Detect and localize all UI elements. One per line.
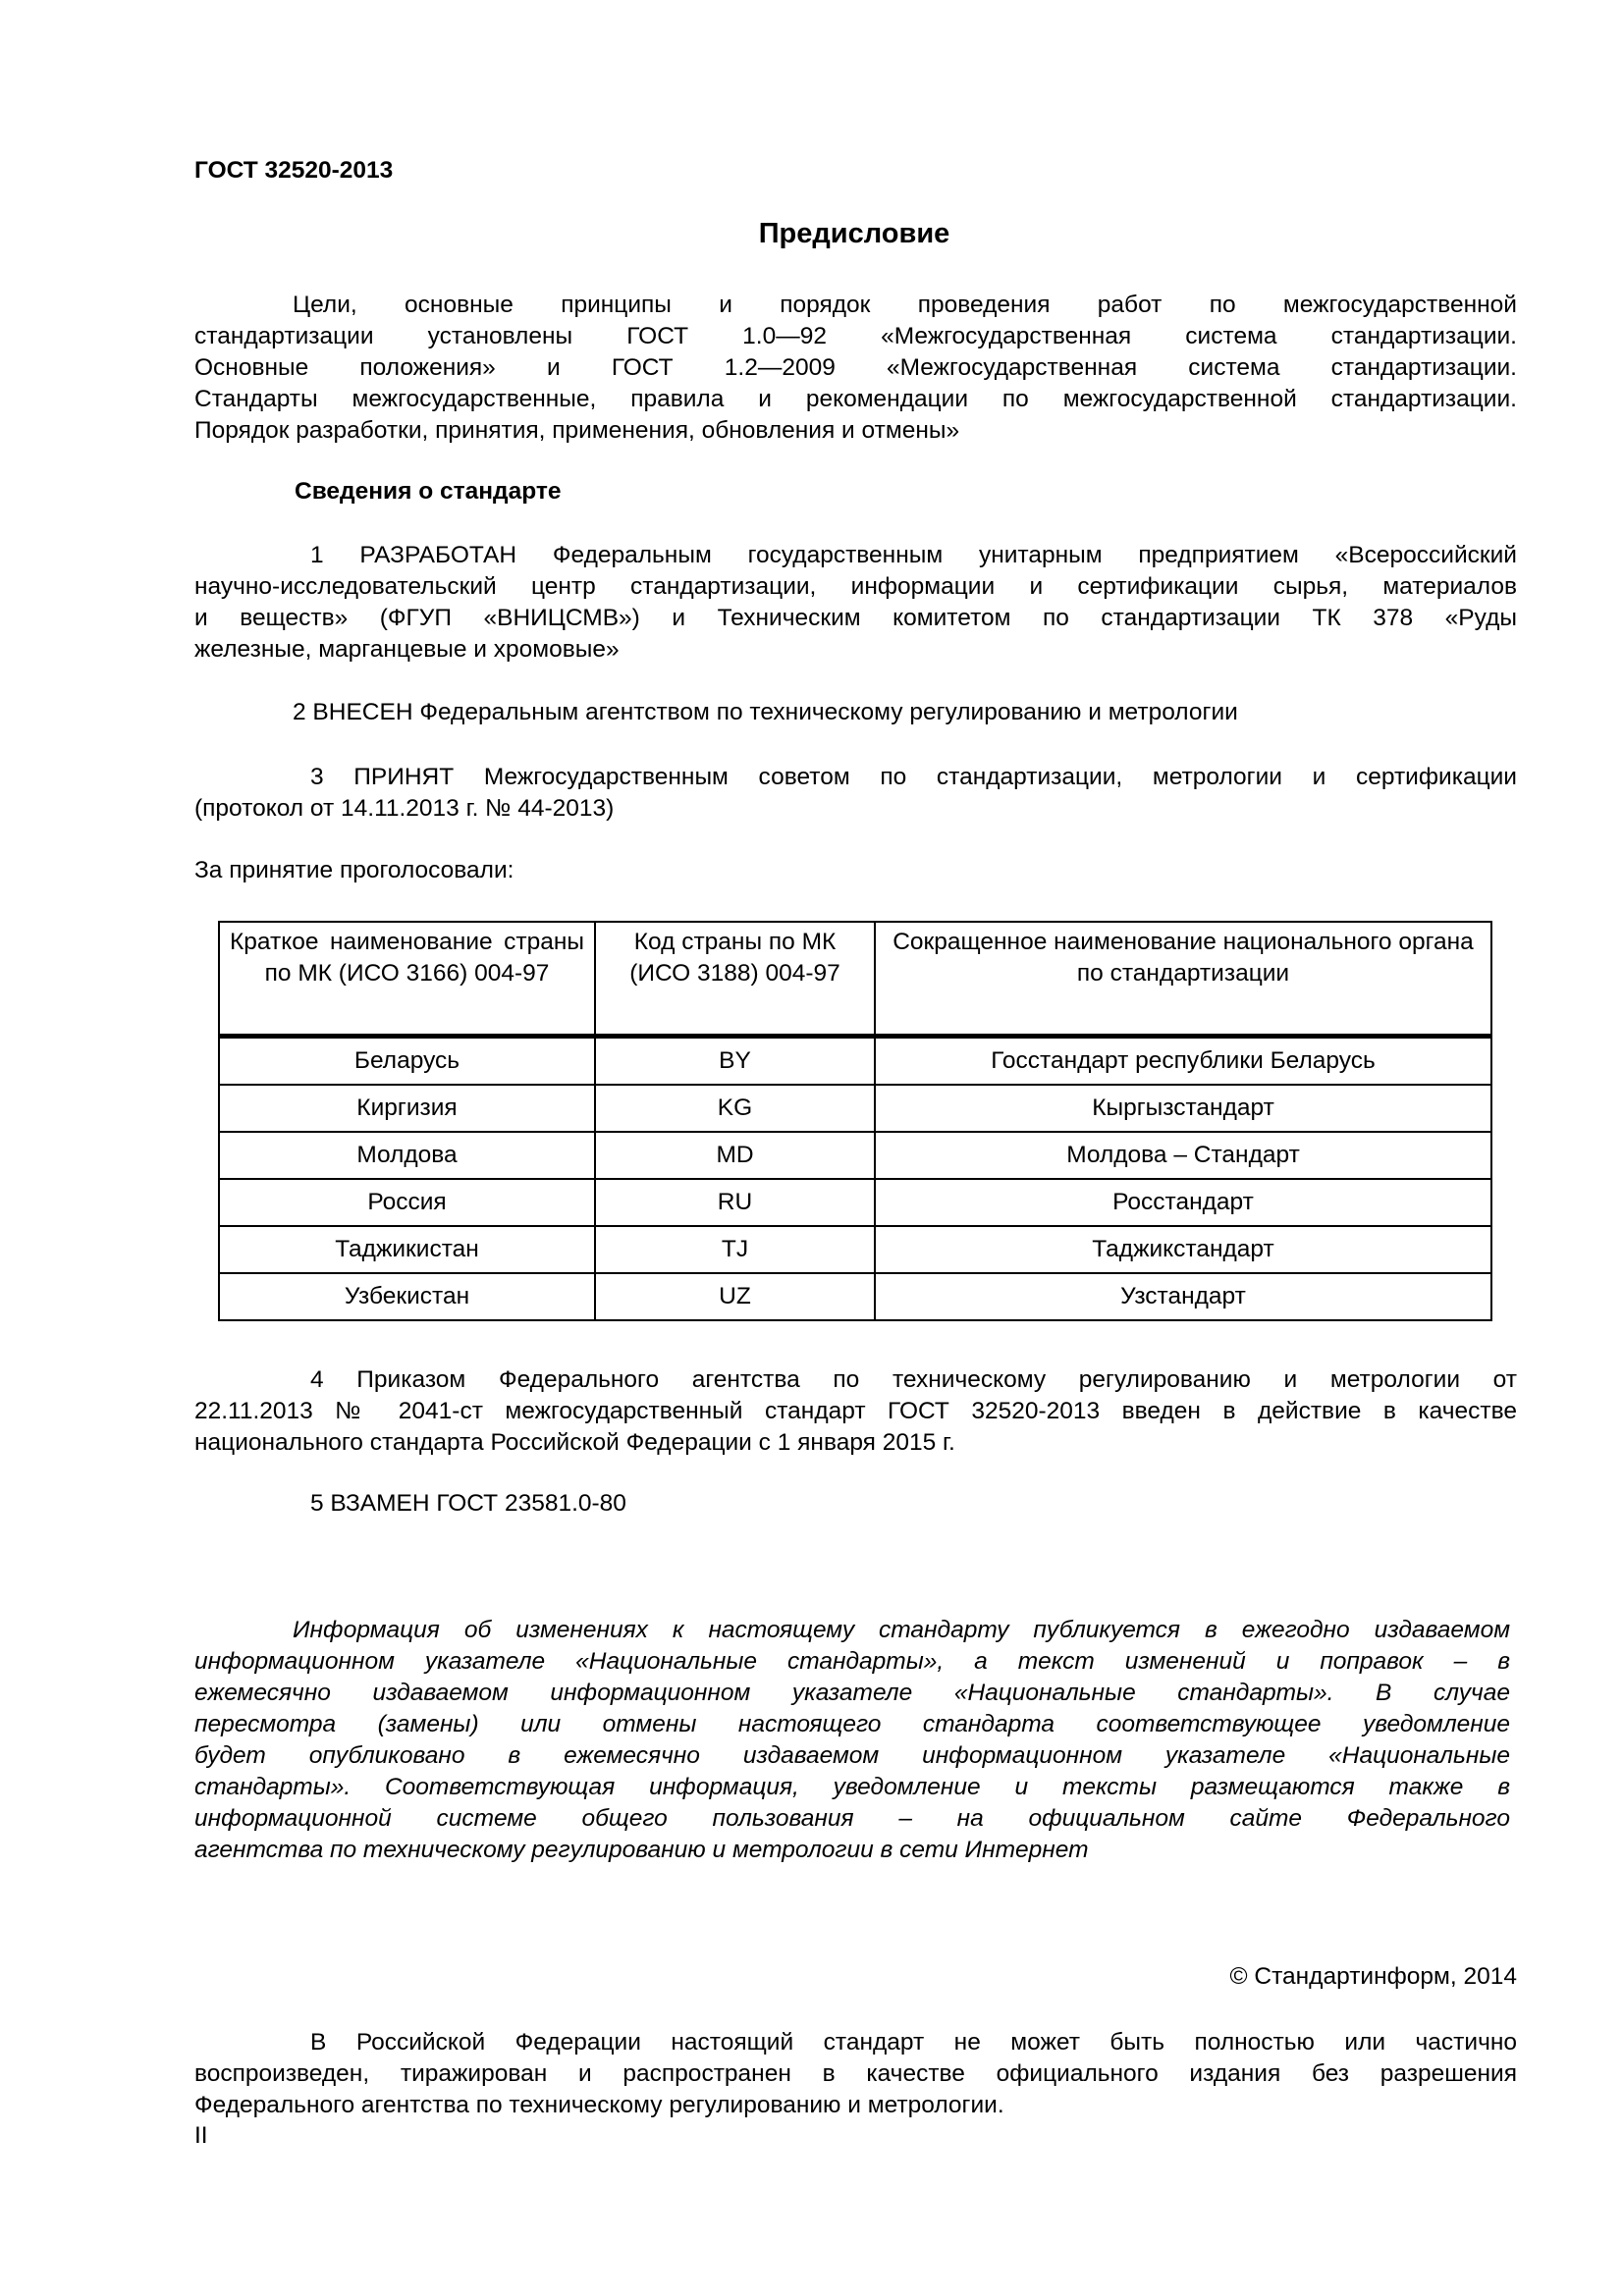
body-cell: Молдова – Стандарт: [875, 1132, 1491, 1179]
country-cell: Таджикистан: [219, 1226, 595, 1273]
text-line: Федерального агентства по техническому регулированию и метрологии.: [194, 2092, 1004, 2118]
change-notice-paragraph: [194, 1615, 1510, 1866]
text-line: Основные положения» и ГОСТ 1.2—2009 «Межгосударственная система стандартизации.: [194, 354, 1517, 381]
voting-countries-table: [218, 921, 1492, 1321]
text-line: Порядок разработки, принятия, применения, обновления и отмены»: [194, 417, 960, 444]
table-row: [219, 1132, 1491, 1179]
country-cell: Беларусь: [219, 1037, 595, 1086]
page-title: Предисловие: [758, 218, 950, 249]
text-line: стандарты». Соответствующая информация, уведомление и тексты размещаются также в: [194, 1774, 1510, 1800]
text-line: информационном указателе «Национальные стандарты», а текст изменений и поправок – в: [194, 1648, 1510, 1675]
item-adopted: [194, 762, 1517, 825]
table-row: [219, 1226, 1491, 1273]
text-line: будет опубликовано в ежемесячно издаваемом информационном указателе «Национальные: [194, 1742, 1510, 1769]
text-line: воспроизведен, тиражирован и распространен в качестве официального издания без разрешения: [194, 2060, 1517, 2087]
item-order: [194, 1364, 1517, 1459]
column-header-body: Сокращенное наименование национального органа по стандартизации: [875, 922, 1491, 1037]
body-cell: Узстандарт: [875, 1273, 1491, 1320]
table-header-row: [219, 922, 1491, 1037]
text-line: 4 Приказом Федерального агентства по техническому регулированию и метрологии от: [310, 1366, 1517, 1393]
body-cell: Кыргызстандарт: [875, 1085, 1491, 1132]
code-cell: BY: [595, 1037, 875, 1086]
text-line: 3 ПРИНЯТ Межгосударственным советом по стандартизации, метрологии и сертификации: [310, 764, 1517, 790]
document-code-header: ГОСТ 32520-2013: [194, 157, 394, 184]
info-heading: Сведения о стандарте: [295, 478, 562, 505]
page-number: II: [194, 2122, 208, 2149]
country-cell: Киргизия: [219, 1085, 595, 1132]
intro-paragraph: [194, 290, 1517, 447]
country-cell: Узбекистан: [219, 1273, 595, 1320]
table-row: [219, 1273, 1491, 1320]
text-line: железные, марганцевые и хромовые»: [194, 636, 620, 663]
reproduction-rights-paragraph: [194, 2027, 1517, 2121]
country-cell: Молдова: [219, 1132, 595, 1179]
text-line: Цели, основные принципы и порядок проведения работ по межгосударственной: [293, 292, 1517, 318]
copyright: © Стандартинформ, 2014: [1229, 1963, 1517, 1990]
voted-label: За принятие проголосовали:: [194, 857, 514, 883]
text-line: 22.11.2013 № 2041-ст межгосударственный стандарт ГОСТ 32520-2013 введен в действие в качестве: [194, 1398, 1517, 1424]
column-header-code: Код страны по МК (ИСО 3188) 004-97: [595, 922, 875, 1037]
text-line: информационной системе общего пользования – на официальном сайте Федерального: [194, 1805, 1510, 1832]
code-cell: TJ: [595, 1226, 875, 1273]
text-line: стандартизации установлены ГОСТ 1.0—92 «Межгосударственная система стандартизации.: [194, 323, 1517, 349]
text-line: Информация об изменениях к настоящему стандарту публикуется в ежегодно издаваемом: [293, 1617, 1510, 1643]
item-replaces: 5 ВЗАМЕН ГОСТ 23581.0-80: [310, 1490, 626, 1517]
table-row: [219, 1037, 1491, 1086]
code-cell: KG: [595, 1085, 875, 1132]
text-line: научно-исследовательский центр стандартизации, информации и сертификации сырья, материалов: [194, 573, 1517, 600]
text-line: 1 РАЗРАБОТАН Федеральным государственным унитарным предприятием «Всероссийский: [310, 542, 1517, 568]
body-cell: Росстандарт: [875, 1179, 1491, 1226]
body-cell: Госстандарт республики Беларусь: [875, 1037, 1491, 1086]
text-line: национального стандарта Российской Федерации с 1 января 2015 г.: [194, 1429, 955, 1456]
column-header-country: Краткое наименование страны по МК (ИСО 3166) 004-97: [219, 922, 595, 1037]
code-cell: MD: [595, 1132, 875, 1179]
text-line: агентства по техническому регулированию и метрологии в сети Интернет: [194, 1837, 1089, 1863]
code-cell: UZ: [595, 1273, 875, 1320]
body-cell: Таджикстандарт: [875, 1226, 1491, 1273]
code-cell: RU: [595, 1179, 875, 1226]
table-row: [219, 1179, 1491, 1226]
country-cell: Россия: [219, 1179, 595, 1226]
table-row: [219, 1085, 1491, 1132]
item-developed: [194, 540, 1517, 666]
text-line: Стандарты межгосударственные, правила и рекомендации по межгосударственной стандартизации.: [194, 386, 1517, 412]
text-line: В Российской Федерации настоящий стандарт не может быть полностью или частично: [310, 2029, 1517, 2056]
item-submitted: 2 ВНЕСЕН Федеральным агентством по техническому регулированию и метрологии: [293, 699, 1238, 725]
text-line: и веществ» (ФГУП «ВНИЦСМВ») и Техническим комитетом по стандартизации ТК 378 «Руды: [194, 605, 1517, 631]
text-line: ежемесячно издаваемом информационном указателе «Национальные стандарты». В случае: [194, 1680, 1510, 1706]
text-line: (протокол от 14.11.2013 г. № 44-2013): [194, 795, 615, 822]
text-line: пересмотра (замены) или отмены настоящего стандарта соответствующее уведомление: [194, 1711, 1510, 1737]
